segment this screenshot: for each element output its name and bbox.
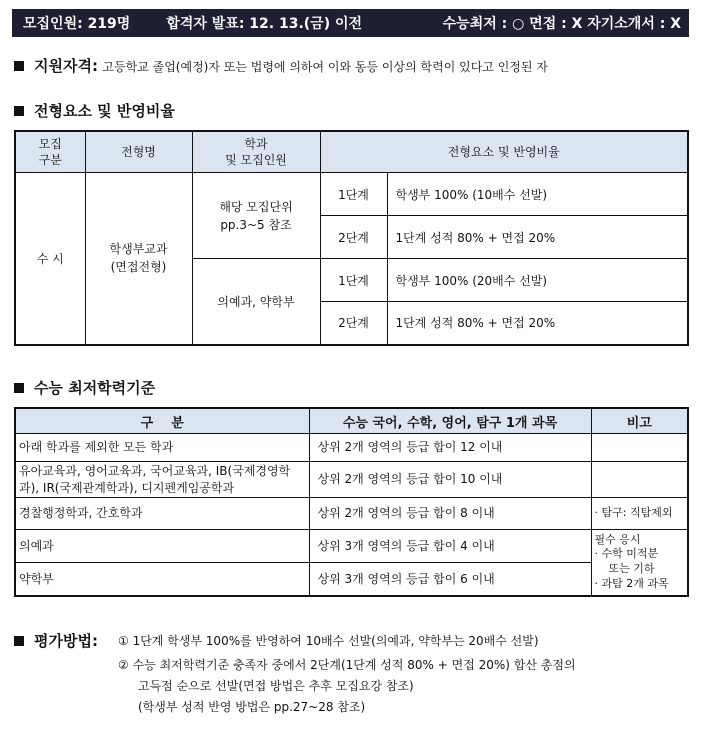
csat-table (14, 407, 689, 597)
evaluation-title: 평가방법: (34, 632, 98, 650)
admission-cell: 학생부교과 (면접전형) (85, 173, 192, 345)
dept-row: 아래 학과를 제외한 모든 학과 (15, 434, 309, 462)
qualification-title: 지원자격: (34, 57, 98, 75)
qualification-text: 고등학교 졸업(예정)자 또는 법령에 의하여 이와 동등 이상의 학력이 있다고 인정된 자 (102, 60, 548, 74)
bullet-square-icon (14, 106, 24, 116)
note-line: 또는 기하 (608, 562, 655, 576)
category-cell: 수 시 (15, 173, 85, 345)
admission-table (14, 130, 689, 346)
recruit-count: 모집인원: 219명 (23, 16, 131, 32)
dept-row: 의예과 (15, 530, 309, 563)
bullet-square-icon (14, 61, 24, 71)
stage-detail: 1단계 성적 80% + 면접 20% (387, 216, 688, 259)
criterion-cell: 상위 2개 영역의 등급 합이 8 이내 (309, 498, 591, 530)
announce-date: 합격자 발표: 12. 13.(금) 이전 (166, 16, 363, 32)
dept-row: 경찰행정학과, 간호학과 (15, 498, 309, 530)
section1-title: 전형요소 및 반영비율 (34, 102, 175, 120)
criterion-cell: 상위 3개 영역의 등급 합이 6 이내 (309, 563, 591, 596)
stage-cell: 2단계 (320, 216, 387, 259)
stage-cell: 2단계 (320, 302, 387, 345)
dept-cell: 의예과, 약학부 (192, 259, 320, 345)
criterion-cell: 상위 2개 영역의 등급 합이 12 이내 (309, 434, 591, 462)
header-admission: 전형명 (85, 131, 192, 173)
note-line: · 과탐 2개 과목 (594, 577, 669, 591)
stage-detail: 학생부 100% (10배수 선발) (387, 173, 688, 216)
note-cell (591, 462, 688, 498)
qualification-line (14, 55, 548, 76)
bullet-square-icon (14, 383, 24, 393)
criterion-cell: 상위 3개 영역의 등급 합이 4 이내 (309, 530, 591, 563)
evaluation-item: ① 1단계 학생부 100%를 반영하여 10배수 선발(의예과, 약학부는 20배수 선발) (118, 634, 539, 648)
note-cell (591, 434, 688, 462)
header-note: 비고 (591, 408, 688, 434)
note-line: · 수학 미적분 (594, 547, 659, 561)
evaluation-item: (학생부 성적 반영 방법은 pp.27~28 참조) (138, 700, 366, 714)
stage-cell: 1단계 (320, 259, 387, 302)
dept-row: 유아교육과, 영어교육과, 국어교육과, IB(국제경영학과), IR(국제관계학과), 디지펜게임공학과 (15, 462, 309, 498)
dept-cell: 해당 모집단위 pp.3~5 참조 (192, 173, 320, 259)
header-subjects: 수능 국어, 수학, 영어, 탐구 1개 과목 (309, 408, 591, 434)
summary-banner (12, 9, 689, 37)
bullet-square-icon (14, 636, 24, 646)
header-category: 모집 구분 (15, 131, 85, 173)
section1-heading (14, 100, 175, 121)
note-line: 필수 응시 (594, 532, 641, 546)
header-division: 구 분 (15, 408, 309, 434)
evaluation-item: ② 수능 최저학력기준 충족자 중에서 2단계(1단계 성적 80% + 면접 20%) 합산 총점의 (118, 658, 576, 672)
header-elements: 전형요소 및 반영비율 (320, 131, 688, 173)
criteria-summary: 수능최저 : ○ 면접 : X 자기소개서 : X (442, 16, 681, 32)
criterion-cell: 상위 2개 영역의 등급 합이 10 이내 (309, 462, 591, 498)
evaluation-item: 고득점 순으로 선발(면접 방법은 추후 모집요강 참조) (138, 679, 414, 693)
merged-note-cell (591, 530, 688, 596)
section2-heading (14, 377, 155, 398)
dept-row: 약학부 (15, 563, 309, 596)
stage-cell: 1단계 (320, 173, 387, 216)
stage-detail: 1단계 성적 80% + 면접 20% (387, 302, 688, 345)
note-cell: · 탐구: 직탐제외 (591, 498, 688, 530)
header-dept: 학과 및 모집인원 (192, 131, 320, 173)
section2-title: 수능 최저학력기준 (34, 379, 156, 397)
stage-detail: 학생부 100% (20배수 선발) (387, 259, 688, 302)
